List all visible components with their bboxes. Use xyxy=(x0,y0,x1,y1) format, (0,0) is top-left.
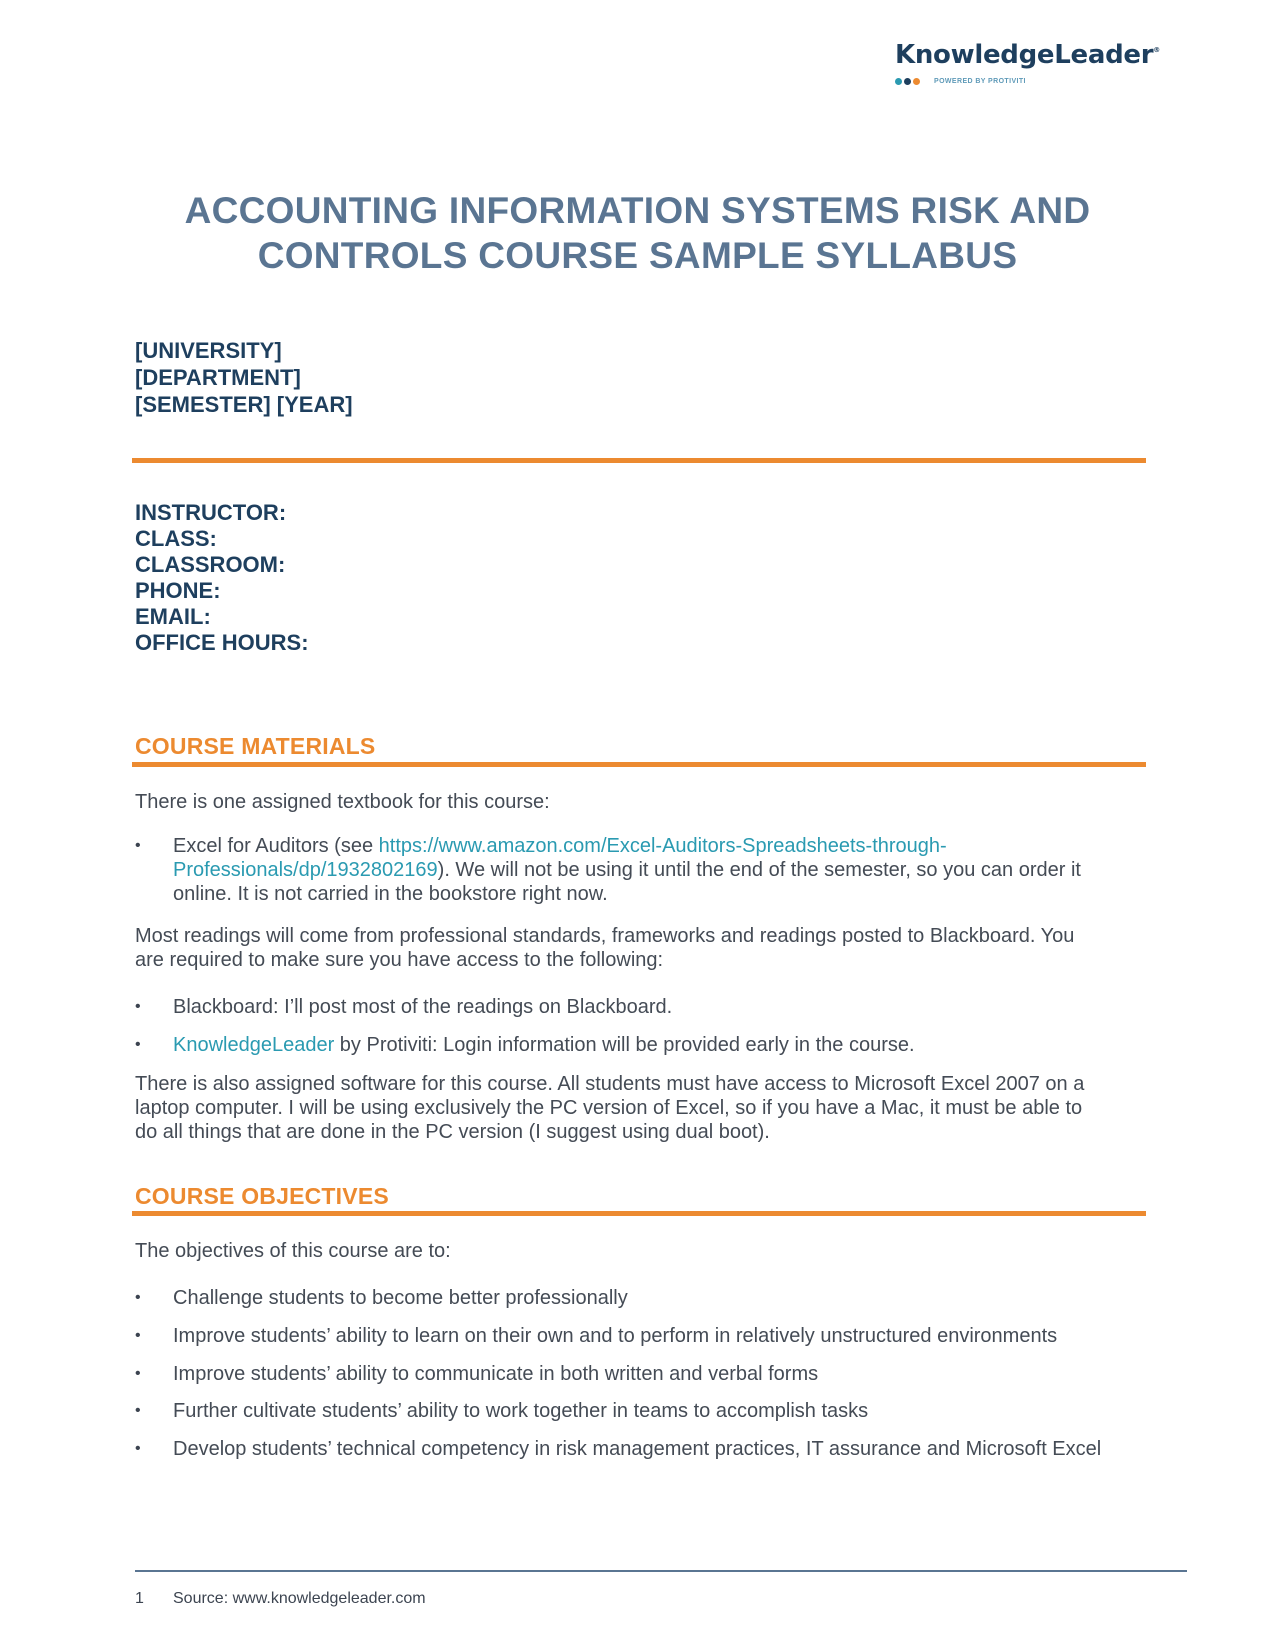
software-paragraph: There is also assigned software for this course. All students must have access to Microsoft Excel 2007 on a laptop computer. I will be using exclusively the PC version of Excel, so if you have a Mac, it must be able to do all things that are done in the PC version (I suggest using dual boot). xyxy=(135,1073,1085,1143)
logo-powered-by: POWERED BY PROTIVITI xyxy=(934,78,1026,85)
knowledgeleader-logo xyxy=(895,40,1160,85)
divider xyxy=(132,458,1146,463)
readings-paragraph: Most readings will come from professional standards, frameworks and readings posted to Blackboard. You are required to make sure you have access to the following: xyxy=(135,925,1075,971)
page-number: 1 xyxy=(135,1590,144,1607)
phone-label: PHONE: xyxy=(135,578,221,603)
bullet: • xyxy=(135,998,141,1015)
email-label: EMAIL: xyxy=(135,604,211,629)
bullet: • xyxy=(135,1289,141,1306)
logo-dot-teal xyxy=(895,78,902,85)
knowledgeleader-link[interactable]: KnowledgeLeader xyxy=(173,1034,335,1056)
logo-dot-orange xyxy=(913,78,920,85)
bullet: • xyxy=(135,1402,141,1419)
list-item-textbook: • Excel for Auditors (see https://www.amazon.com/Excel-Auditors-Spreadsheets-through- Professionals/dp/1932802169). We will not be using it until the end of the semester, so you can order it online. It is not carried in the bookstore right now. xyxy=(135,835,1081,905)
bullet: • xyxy=(135,1036,141,1053)
course-materials-heading: COURSE MATERIALS xyxy=(135,733,376,759)
course-objectives-heading: COURSE OBJECTIVES xyxy=(135,1183,389,1209)
divider xyxy=(132,1211,1146,1216)
textbook-link[interactable]: https://www.amazon.com/Excel-Auditors-Spreadsheets-through- xyxy=(378,835,947,857)
list-item: • Improve students’ ability to learn on their own and to perform in relatively unstructured environments xyxy=(135,1325,1058,1347)
instructor-info xyxy=(135,500,309,656)
list-item: • Challenge students to become better professionally xyxy=(135,1287,628,1309)
logo-dot-navy xyxy=(904,78,911,85)
footer-source: Source: www.knowledgeleader.com xyxy=(173,1590,426,1607)
list-item-knowledgeleader: • KnowledgeLeader by Protiviti: Login information will be provided early in the course. xyxy=(135,1034,915,1056)
divider xyxy=(132,762,1146,767)
footer-divider xyxy=(135,1570,1187,1572)
list-item-blackboard: • Blackboard: I’ll post most of the readings on Blackboard. xyxy=(135,996,673,1018)
bullet: • xyxy=(135,1440,141,1457)
materials-intro: There is one assigned textbook for this course: xyxy=(135,791,550,813)
class-label: CLASS: xyxy=(135,526,217,551)
bullet: • xyxy=(135,837,141,854)
list-item: • Further cultivate students’ ability to work together in teams to accomplish tasks xyxy=(135,1400,869,1422)
office-hours-label: OFFICE HOURS: xyxy=(135,630,309,655)
list-item: • Improve students’ ability to communicate in both written and verbal forms xyxy=(135,1363,819,1385)
bullet: • xyxy=(135,1365,141,1382)
institution-fields xyxy=(135,337,353,418)
textbook-link[interactable]: Professionals/dp/1932802169 xyxy=(173,859,438,881)
list-item: • Develop students’ technical competency in risk management practices, IT assurance and Microsoft Excel xyxy=(135,1438,1102,1460)
logo-wordmark: KnowledgeLeader® xyxy=(895,40,1160,70)
department-field: [DEPARTMENT] xyxy=(135,365,301,390)
university-field: [UNIVERSITY] xyxy=(135,338,282,363)
classroom-label: CLASSROOM: xyxy=(135,552,286,577)
semester-year-field: [SEMESTER] [YEAR] xyxy=(135,392,353,417)
instructor-label: INSTRUCTOR: xyxy=(135,500,287,525)
document-title: ACCOUNTING INFORMATION SYSTEMS RISK AND CONTROLS COURSE SAMPLE SYLLABUS xyxy=(184,190,1091,276)
objectives-intro: The objectives of this course are to: xyxy=(135,1240,451,1262)
bullet: • xyxy=(135,1327,141,1344)
